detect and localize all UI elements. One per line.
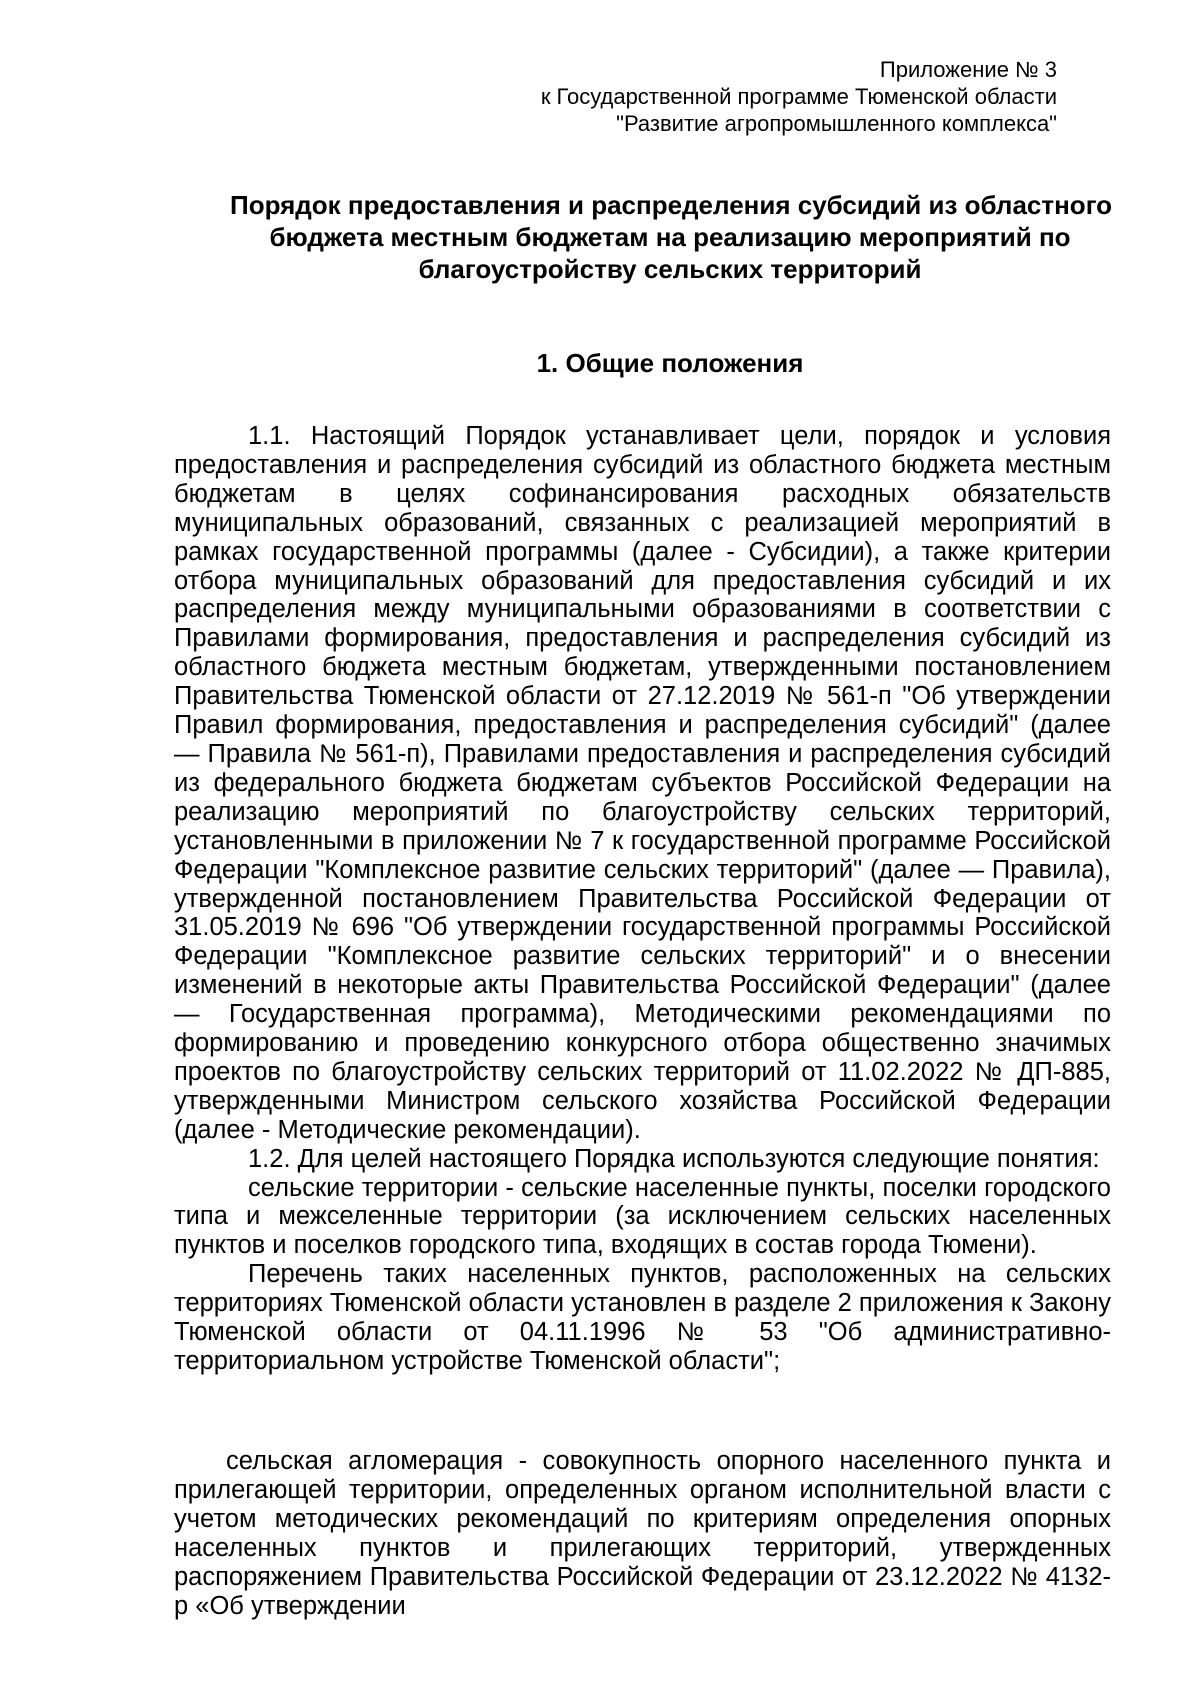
document-title-line-2: бюджета местным бюджетам на реализацию мероприятий по bbox=[269, 222, 1071, 252]
annex-program-name: "Развитие агропромышленного комплекса" bbox=[616, 111, 1057, 136]
document-title-line-3: благоустройству сельских территорий bbox=[418, 254, 922, 284]
annex-header bbox=[541, 56, 1057, 137]
document-title-line-1: Порядок предоставления и распределения субсидий из областного bbox=[230, 190, 1113, 220]
document-title bbox=[230, 189, 1113, 285]
document-body-continued bbox=[174, 1447, 1111, 1620]
document-body bbox=[174, 422, 1111, 1376]
annex-number: Приложение № 3 bbox=[879, 57, 1057, 82]
definition-rural-agglomeration: сельская агломерация - совокупность опорного населенного пункта и прилегающей территории, определенных органом исполнительной власти с учетом методических рекомендаций по критериям определения опорных населенных пунктов и прилегающих территорий, утвержденных распоряжением Правительства Российской Федерации от 23.12.2022 № 4132-р «Об утверждении bbox=[174, 1447, 1111, 1620]
section-heading: 1. Общие положения bbox=[536, 348, 804, 378]
annex-program-ref: к Государственной программе Тюменской области bbox=[540, 84, 1057, 109]
paragraph-settlements-list: Перечень таких населенных пунктов, расположенных на сельских территориях Тюменской области установлен в разделе 2 приложения к Закону Тюменской области от 04.11.1996 № 53 "Об административно-территориальном устройстве Тюменской области"; bbox=[174, 1260, 1111, 1375]
paragraph-1-2: 1.2. Для целей настоящего Порядка используются следующие понятия: bbox=[248, 1144, 1100, 1173]
definition-rural-territories: сельские территории - сельские населенные пункты, поселки городского типа и межселенные территории (за исключением сельских населенных пунктов и поселков городского типа, входящих в состав города Тюмени). bbox=[174, 1173, 1111, 1260]
paragraph-1-1: 1.1. Настоящий Порядок устанавливает цели, порядок и условия предоставления и распределения субсидий из областного бюджета местным бюджетам в целях софинансирования расходных обязательств муниципальных образований, связанных с реализацией мероприятий в рамках государственной программы (далее - Субсидии), а также критерии отбора муниципальных образований для предоставления субсидий и их распределения между муниципальными образованиями в соответствии с Правилами формирования, предоставления и распределения субсидий из областного бюджета местным бюджетам, утвержденными постановлением Правительства Тюменской области от 27.12.2019 № 561-п "Об утверждении Правил формирования, предоставления и распределения субсидий" (далее — Правила № 561-п), Правилами предоставления и распределения субсидий из федерального бюджета бюджетам субъектов Российской Федерации на реализацию мероприятий по благоустройству сельских территорий, установленными в приложении № 7 к государственной программе Российской Федерации "Комплексное развитие сельских территорий" (далее — Правила), утвержденной постановлением Правительства Российской Федерации от 31.05.2019 № 696 "Об утверждении государственной программы Российской Федерации "Комплексное развитие сельских территорий" и о внесении изменений в некоторые акты Правительства Российской Федерации" (далее — Государственная программа), Методическими рекомендациями по формированию и проведению конкурсного отбора общественно значимых проектов по благоустройству сельских территорий от 11.02.2022 № ДП-885, утвержденными Министром сельского хозяйства Российской Федерации (далее - Методические рекомендации). bbox=[174, 422, 1111, 1144]
